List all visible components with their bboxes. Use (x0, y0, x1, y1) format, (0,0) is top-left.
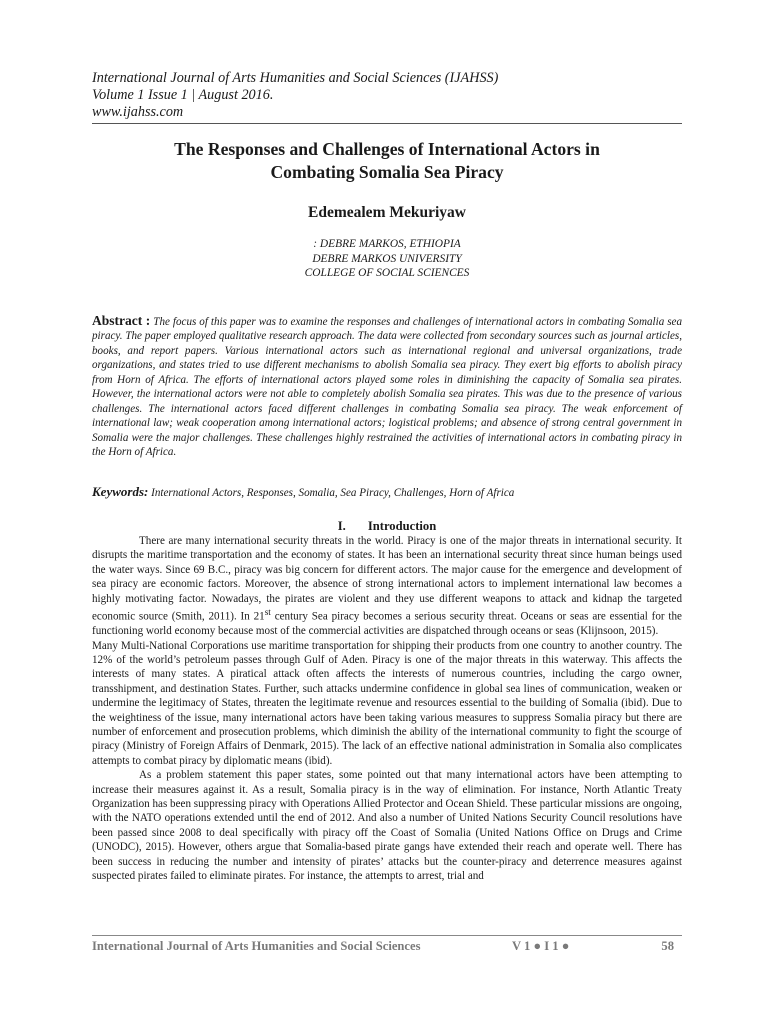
paper-title-line-1: The Responses and Challenges of International Actors in (174, 139, 600, 159)
section-number: I. (337, 519, 346, 533)
affiliation-line-2: DEBRE MARKOS UNIVERSITY (312, 252, 462, 265)
footer-divider (92, 935, 682, 936)
section-title: Introduction (367, 519, 437, 533)
paper-title-line-2: Combating Somalia Sea Piracy (270, 162, 504, 182)
affiliation-line-3: COLLEGE OF SOCIAL SCIENCES (304, 267, 470, 279)
body-text (92, 534, 682, 883)
journal-header (92, 70, 692, 121)
abstract (92, 314, 682, 460)
author-affiliation (92, 237, 682, 281)
paragraph: Many Multi-National Corporations use maritime transportation for shipping their products from one country to another country. The 12% of the world’s petroleum passes through Gulf of Aden. Piracy is one of the major threats in this waterway. This affects the interests of many states. A piratical attack often affects the interests of numerous countries, including the cargo owner, transshipment, and destination States. Further, such attacks undermine confidence in global sea lines of communication, weaken or undermine the legitimacy of States, threaten the legitimate revenue and resources essential to the building of Somalia (ibid). Due to the weightiness of the issue, many international actors have been taking various measures to suppress Somalia piracy but there are number of enforcement and prosecution problems, which diminish the ability of the international community to fight the scourge of piracy (Ministry of Foreign Affairs of Denmark, 2015). The lack of an effective national administration in Somalia also complicates attempts to combat piracy by diplomatic means (ibid). (92, 639, 682, 767)
footer-journal: International Journal of Arts Humanities and Social Sciences (92, 939, 421, 953)
section-heading (92, 519, 682, 534)
page-number: 58 (661, 939, 674, 953)
journal-volume: Volume 1 Issue 1 | August 2016. (92, 87, 274, 103)
keywords-label: Keywords: (92, 484, 149, 499)
paragraph (92, 534, 682, 639)
abstract-text: The focus of this paper was to examine the responses and challenges of international actors in combating Somalia sea piracy. The paper employed qualitative research approach. The data were collected from secondary sources such as journal articles, books, and report papers. Various international actors such as international regional and universal organizations, trade organizations, and states tried to use different mechanisms to abolish Somalia sea piracy. They exert big efforts to abolish piracy from Horn of Africa. The efforts of international actors played some roles in diminishing the capacity of Somalia sea pirates. However, the international actors were not able to completely abolish Somalia sea pirates. This was due to the presence of various challenges. The international actors faced different challenges in combating Somalia sea piracy. The weak enforcement of international law; weak cooperation among international actors; logistical problems; and absence of strong central government in Somalia were the major challenges. These challenges highly restrained the activities of international actors in combating piracy in the Horn of Africa. (92, 316, 683, 459)
paragraph-text: century Sea piracy becomes a serious security threat. Oceans or seas are essential for the functioning world economy because most of the commercial activities are dispatched through oceans or seas (Klijnsoon, 2015). (92, 610, 682, 638)
journal-website: www.ijahss.com (92, 104, 184, 120)
abstract-label: Abstract : (92, 313, 151, 328)
paragraph: As a problem statement this paper states, some pointed out that many international actors have been attempting to increase their measures against it. As a result, Somalia piracy is in the way of elimination. For instance, North Atlantic Treaty Organization has been suppressing piracy with Operations Allied Protector and Ocean Shield. These particular missions are ongoing, with the NATO operations extended until the end of 2012. And also a number of United Nations Security Council resolutions have been passed since 2008 to deal specifically with piracy off the Coast of Somalia (United Nations Office on Drugs and Crime (UNODC), 2015). However, others argue that Somalia-based pirate gangs have extended their reach and operate well. There has been success in reducing the number and intensity of pirates’ attacks but the counter-piracy and deterrence measures against suspected pirates failed to eliminate pirates. For instance, the attempts to arrest, trial and (92, 769, 682, 883)
keywords-text: International Actors, Responses, Somalia, Sea Piracy, Challenges, Horn of Africa (151, 487, 515, 499)
journal-name: International Journal of Arts Humanities and Social Sciences (IJAHSS) (92, 70, 499, 86)
paper-title (92, 138, 682, 184)
author-name: Edemealem Mekuriyaw (308, 204, 466, 221)
footer-volume-issue: V 1 ● I 1 ● (512, 939, 570, 953)
keywords (92, 484, 682, 500)
header-divider (92, 123, 682, 124)
superscript: st (264, 608, 271, 619)
page-footer (92, 939, 682, 957)
paragraph-text: There are many international security threats in the world. Piracy is one of the major threats in international security. It disrupts the maritime transportation and the economy of states. It has been an international security threat since human beings used the water ways. Since 69 B.C., piracy was big concern for different actors. The major cause for the emergence and development of sea piracy are economic factors. Moreover, the absence of strong international actors to implement international law becomes a highly motivating factor. Nowadays, the pirates are violent and they use different weapons to attack and kidnap the targeted economic source (Smith, 2011). In 21 (92, 535, 682, 623)
affiliation-line-1: : DEBRE MARKOS, ETHIOPIA (313, 238, 461, 250)
